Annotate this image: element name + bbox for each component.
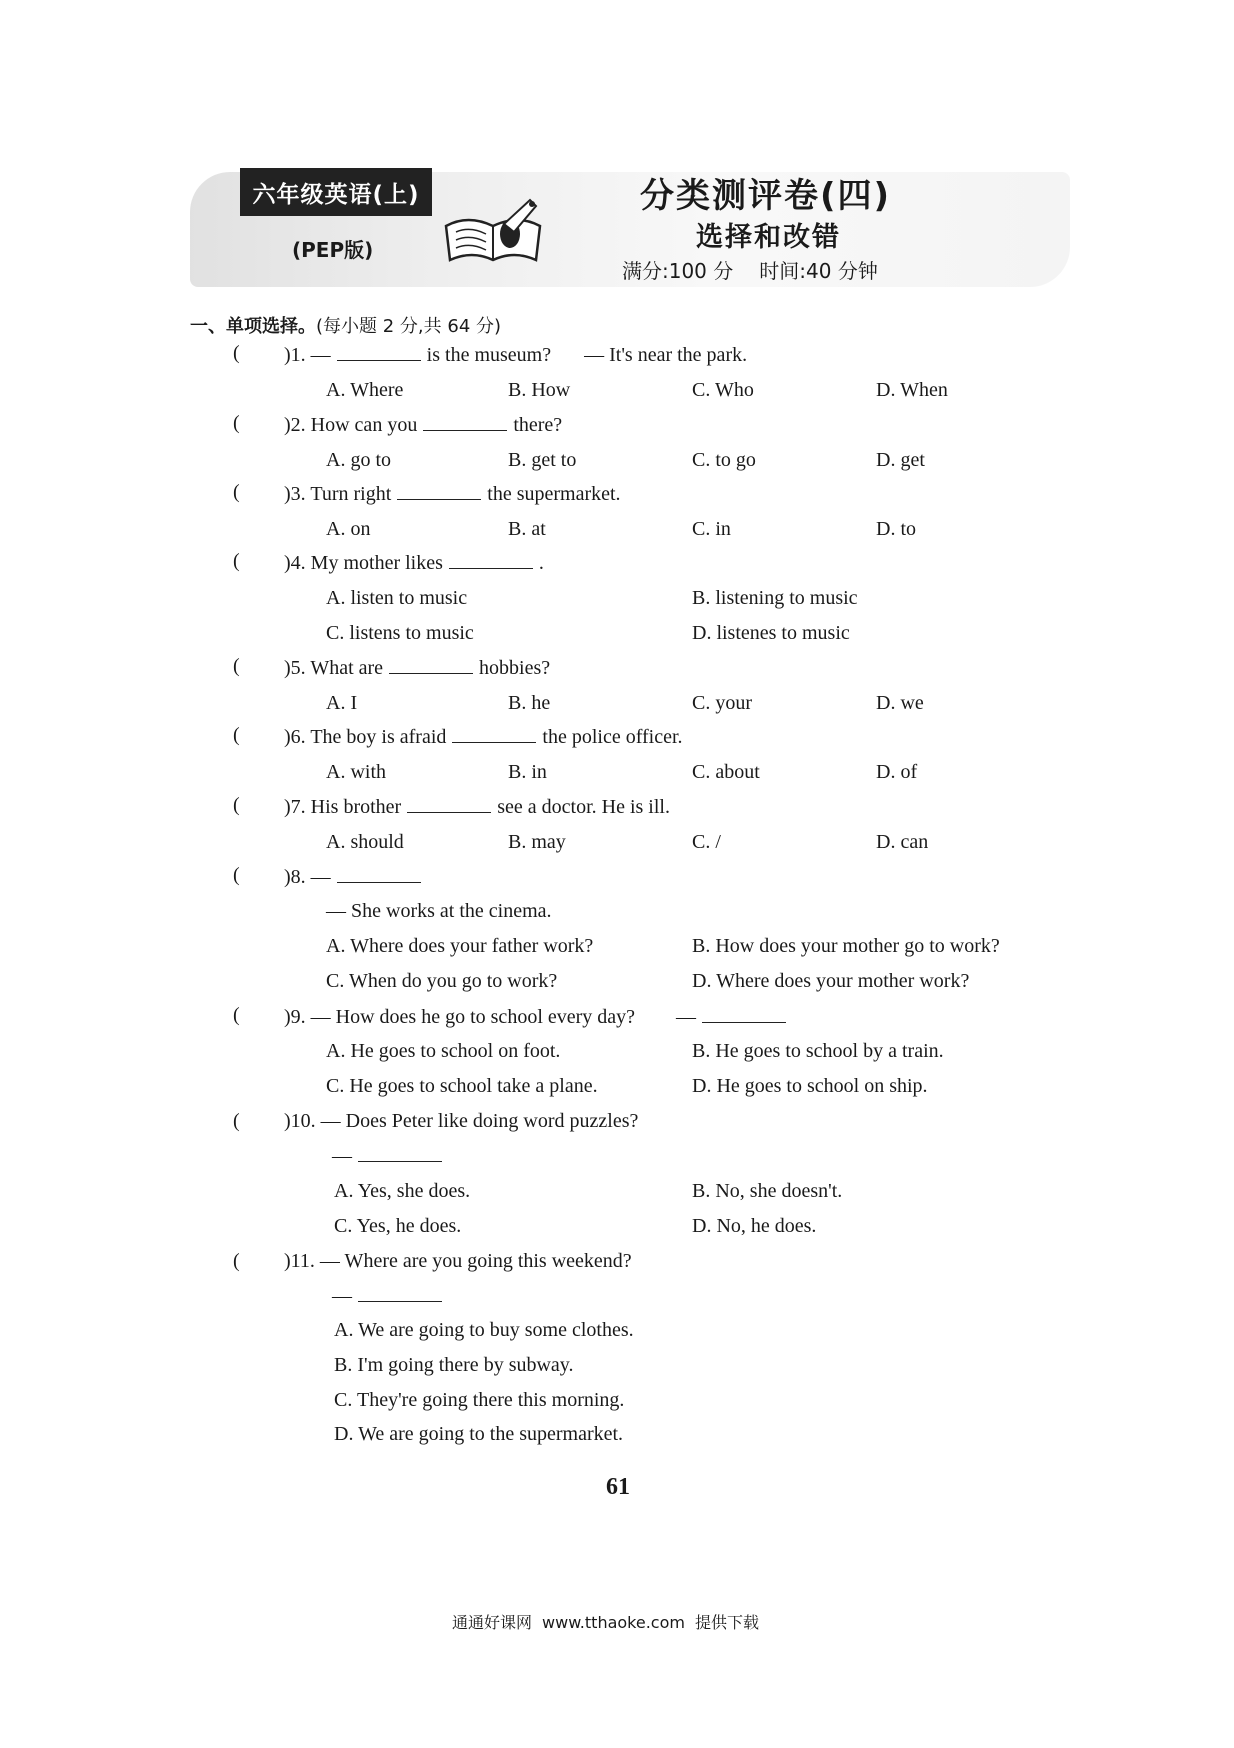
full-score: 满分:100 分 (622, 259, 734, 283)
option-d[interactable]: D. No, he does. (692, 1215, 817, 1237)
question-7 (284, 794, 670, 819)
question-number: )11. (284, 1250, 315, 1272)
option-b[interactable]: B. get to (508, 449, 577, 471)
question-post: the supermarket. (487, 483, 621, 505)
option-b[interactable]: B. No, she doesn't. (692, 1180, 843, 1202)
answer-blank[interactable] (423, 412, 507, 431)
answer-paren: ( (233, 724, 240, 746)
question-9 (284, 1004, 792, 1029)
option-b[interactable]: B. in (508, 761, 547, 783)
answer-paren: ( (233, 794, 240, 816)
answer-blank[interactable] (358, 1283, 442, 1302)
answer-blank[interactable] (397, 481, 481, 500)
question-tail: — (332, 1145, 352, 1167)
question-number: )8. (284, 866, 306, 888)
answer-blank[interactable] (702, 1004, 786, 1023)
question-number: )7. (284, 796, 306, 818)
page-subtitle: 选择和改错 (696, 222, 841, 253)
option-a[interactable]: A. should (326, 831, 404, 853)
answer-blank[interactable] (358, 1143, 442, 1162)
footer-site-name: 通通好课网 (452, 1613, 533, 1632)
option-c[interactable]: C. / (692, 831, 721, 853)
question-post: the police officer. (542, 726, 683, 748)
question-6 (284, 724, 683, 749)
question-post: see a doctor. He is ill. (497, 796, 670, 818)
question-3 (284, 481, 621, 506)
answer-blank[interactable] (449, 550, 533, 569)
question-10 (284, 1110, 638, 1133)
option-b[interactable]: B. How does your mother go to work? (692, 935, 1000, 957)
option-a[interactable]: A. Yes, she does. (334, 1180, 471, 1202)
option-b[interactable]: B. listening to music (692, 587, 858, 609)
option-a[interactable]: A. listen to music (326, 587, 468, 609)
question-tail: — (332, 1285, 352, 1307)
answer-paren: ( (233, 1250, 240, 1272)
question-pre: The boy is afraid (310, 726, 447, 748)
question-pre: How can you (310, 414, 418, 436)
option-d[interactable]: D. Where does your mother work? (692, 970, 970, 992)
option-b[interactable]: B. How (508, 379, 571, 401)
option-c[interactable]: C. When do you go to work? (326, 970, 558, 992)
option-c[interactable]: C. Yes, he does. (334, 1215, 462, 1237)
book-pen-icon (438, 196, 548, 266)
question-2 (284, 412, 562, 437)
option-c[interactable]: C. to go (692, 449, 756, 471)
answer-blank[interactable] (337, 864, 421, 883)
option-d[interactable]: D. We are going to the supermarket. (334, 1423, 624, 1445)
grade-tag: 六年级英语(上) (240, 168, 432, 216)
question-11 (284, 1250, 632, 1273)
question-number: )9. (284, 1006, 306, 1028)
option-c[interactable]: C. They're going there this morning. (334, 1389, 625, 1411)
question-post: hobbies? (479, 657, 551, 679)
answer-paren: ( (233, 655, 240, 677)
option-b[interactable]: B. at (508, 518, 546, 540)
section-note: (每小题 2 分,共 64 分) (316, 316, 502, 337)
question-number: )10. (284, 1110, 316, 1132)
option-a[interactable]: A. He goes to school on foot. (326, 1040, 561, 1062)
answer-paren: ( (233, 412, 240, 434)
time-limit: 时间:40 分钟 (759, 259, 878, 283)
option-c[interactable]: C. your (692, 692, 752, 714)
option-c[interactable]: C. Who (692, 379, 754, 401)
question-number: )3. (284, 483, 306, 505)
question-pre: — (310, 344, 331, 366)
option-a[interactable]: A. go to (326, 449, 391, 471)
option-d[interactable]: D. get (876, 449, 925, 471)
option-c[interactable]: C. in (692, 518, 731, 540)
question-11-reply (332, 1283, 448, 1308)
question-number: )6. (284, 726, 306, 748)
option-d[interactable]: D. He goes to school on ship. (692, 1075, 928, 1097)
section-title (190, 312, 501, 338)
question-post: is the museum? (426, 344, 552, 366)
answer-blank[interactable] (337, 342, 421, 361)
option-a[interactable]: A. Where does your father work? (326, 935, 594, 957)
option-b[interactable]: B. I'm going there by subway. (334, 1354, 574, 1376)
page-title: 分类测评卷(四) (640, 176, 892, 216)
question-tail: — (676, 1006, 697, 1028)
question-pre: — (310, 866, 331, 888)
question-post: there? (513, 414, 563, 436)
footer-note: 提供下载 (694, 1613, 759, 1632)
option-a[interactable]: A. I (326, 692, 358, 714)
question-pre: — Does Peter like doing word puzzles? (320, 1110, 639, 1132)
question-pre: My mother likes (310, 552, 443, 574)
answer-blank[interactable] (389, 655, 473, 674)
question-pre: — How does he go to school every day? (310, 1006, 636, 1028)
option-d[interactable]: D. we (876, 692, 924, 714)
answer-paren: ( (233, 342, 240, 364)
option-a[interactable]: A. Where (326, 379, 404, 401)
question-pre: Turn right (310, 483, 392, 505)
page-number: 61 (606, 1474, 630, 1500)
question-number: )4. (284, 552, 306, 574)
option-d[interactable]: D. of (876, 761, 918, 783)
question-4 (284, 550, 544, 575)
option-d[interactable]: D. When (876, 379, 948, 401)
option-c[interactable]: C. listens to music (326, 622, 474, 644)
edition-label: (PEP版) (292, 238, 374, 262)
question-8 (284, 864, 427, 889)
option-b[interactable]: B. may (508, 831, 566, 853)
question-5 (284, 655, 550, 680)
answer-blank[interactable] (407, 794, 491, 813)
answer-paren: ( (233, 550, 240, 572)
footer (452, 1610, 759, 1633)
section-heading: 一、单项选择。 (190, 316, 316, 337)
exam-meta (622, 255, 878, 284)
option-c[interactable]: C. about (692, 761, 760, 783)
option-d[interactable]: D. listenes to music (692, 622, 850, 644)
answer-blank[interactable] (452, 724, 536, 743)
question-number: )5. (284, 657, 306, 679)
option-b[interactable]: B. He goes to school by a train. (692, 1040, 944, 1062)
question-number: )2. (284, 414, 306, 436)
question-pre: His brother (310, 796, 402, 818)
question-tail: — It's near the park. (584, 344, 748, 366)
question-pre: — Where are you going this weekend? (319, 1250, 632, 1272)
question-10-reply (332, 1143, 448, 1168)
option-a[interactable]: A. with (326, 761, 386, 783)
answer-paren: ( (233, 1004, 240, 1026)
question-8-reply: — She works at the cinema. (326, 900, 552, 922)
question-pre: What are (310, 657, 384, 679)
option-d[interactable]: D. can (876, 831, 929, 853)
answer-paren: ( (233, 1110, 240, 1132)
question-1 (284, 342, 747, 367)
option-a[interactable]: A. on (326, 518, 371, 540)
footer-url[interactable]: www.tthaoke.com (542, 1613, 685, 1632)
answer-paren: ( (233, 481, 240, 503)
option-b[interactable]: B. he (508, 692, 551, 714)
option-d[interactable]: D. to (876, 518, 916, 540)
option-a[interactable]: A. We are going to buy some clothes. (334, 1319, 634, 1341)
answer-paren: ( (233, 864, 240, 886)
question-post: . (538, 552, 544, 574)
question-number: )1. (284, 344, 306, 366)
option-c[interactable]: C. He goes to school take a plane. (326, 1075, 598, 1097)
